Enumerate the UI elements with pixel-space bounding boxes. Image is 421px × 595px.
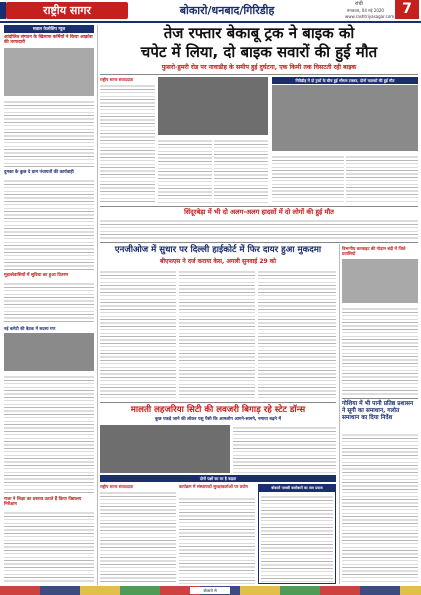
- masthead-divider: [0, 21, 421, 23]
- divider: [100, 242, 418, 243]
- accident-photo: [272, 85, 418, 151]
- right-body-text: [342, 432, 418, 584]
- banner-subheadline: बीएफएस ने दर्ज कराया केस, अगली सुनवाई 29 को: [160, 258, 276, 265]
- malli-subheadline: कुछ पकड़े जाने की लोकर पशु पैसी कि आमलोग आगने-सामने, नमाया बढ़ने में: [155, 417, 281, 422]
- malli-body-text: [233, 425, 336, 473]
- banner-body-text: [179, 269, 255, 399]
- lead-headline-line1: तेज रफ्तार बेकाबू ट्रक ने बाइक को: [163, 24, 355, 42]
- column-label: सवाल फेलोशिप न्यूज: [4, 25, 94, 33]
- divider: [100, 206, 418, 207]
- website-url: www.rashtriyasagar.com: [345, 14, 395, 19]
- column-divider: [339, 244, 340, 584]
- edition-city: रांची: [355, 1, 363, 7]
- story-body-text: [4, 99, 94, 167]
- malli-photo: [100, 425, 230, 473]
- right-box-title: विभागीय करवाहट की गोदाम बंदी में जिले प्रवासियों: [342, 246, 406, 256]
- lead-headline-line2: चपेट में लिया, दो बाइक सवारों की हुई मौत: [140, 43, 378, 61]
- right-box-body: [342, 306, 418, 396]
- banner-headline: एनजीओज में सुधार पर दिल्ली हाईकोर्ट में फिर दायर हुआ मुकदमा: [114, 245, 322, 255]
- divider: [100, 74, 418, 75]
- banner-body-text: [258, 269, 336, 399]
- byline: राष्ट्रीय सागर संवाददाता: [100, 484, 134, 489]
- section-title: बोकारो/धनबाद/गिरिडीह: [179, 4, 275, 17]
- malli-headline: मालती लहजरिया सिटी की लवजरी बिगाड़ रहे स्टेट डॉन्स: [130, 405, 306, 415]
- box-body-text: [261, 494, 333, 582]
- photo-caption: नई कमेटी की बैठक में सदस्य गण: [4, 326, 56, 331]
- right-headline: गोशिया में भी पानी प्रतिष्ठ प्रशासन ने सूगी का समाधान, गलोत समाधान का दिया निर्देश: [342, 401, 414, 421]
- divider: [342, 398, 418, 399]
- story-headline: राजा ने शिक्षा का प्रस्ताव उठाते हैं किया विद्यालय निरीक्षण: [4, 497, 82, 508]
- second-headline: सिंदूरबेड़ा में भी दो अलग-अलग हादसों में दो लोगों की हुई मौत: [184, 208, 334, 216]
- boxed-story: [258, 484, 336, 584]
- box-title: बोकारो पावसी कारोबारों का जल प्रयास: [259, 485, 335, 492]
- malli-body-text: [100, 490, 176, 584]
- lead-body-text: [100, 83, 155, 203]
- lead-body-text: [158, 138, 212, 203]
- lead-body-text: [214, 138, 268, 203]
- second-body-text: [100, 218, 418, 240]
- story-body-text: [4, 510, 94, 583]
- column-divider: [97, 25, 98, 585]
- edition-date: मंगलवार, 04 मई 2020: [347, 8, 384, 13]
- masthead: [0, 0, 421, 22]
- story-body-text: [4, 374, 94, 494]
- right-box-photo: [342, 259, 418, 303]
- lead-body-text: [272, 154, 344, 204]
- lead-subheadline: फुसरो-डुमरी रोड पर नावाडीह के समीप हुई दुर्घटना, एक किमी तक घिसटती रही बाइक: [161, 64, 357, 71]
- edu-body-text: [179, 496, 255, 584]
- divider: [100, 402, 336, 403]
- lead-body-text: [346, 154, 418, 204]
- story-photo: [4, 333, 94, 371]
- edu-headline: कार्यक्रम में संस्थापकों सुरक्षाकर्ताओं पर प्रयोग: [179, 484, 249, 489]
- story-body-text: [4, 178, 94, 270]
- newspaper-logo: राष्ट्रीय सागर: [6, 2, 128, 19]
- story-headline: मुहल्लेवासियों में सुविधा का हुआ वितरण: [4, 273, 69, 278]
- footer-label: बोकारो से: [190, 587, 230, 594]
- malli-caption: दोनों पक्षों का घर है कहता: [100, 475, 336, 482]
- story-body-text: [4, 281, 94, 324]
- lead-photo-caption: गिरिडीह में दो ट्रकों के बीच हुई भीषण टक्कर, दोनों चालकों की हुई मौत: [272, 77, 418, 84]
- byline: राष्ट्रीय सागर संवाददाता: [100, 77, 134, 82]
- story-photo: [4, 48, 94, 96]
- story-headline: आंदोलित संगठन के खिलाफ कर्मियों ने किया आक्रोश की तरफदारी: [4, 35, 93, 46]
- story-headline: दुमका के कुछ दे ग्राम पंचायतों की कार्यवाही: [4, 170, 74, 175]
- lead-photo: [158, 77, 268, 135]
- banner-body-text: [100, 269, 176, 399]
- page-number: 7: [395, 0, 419, 19]
